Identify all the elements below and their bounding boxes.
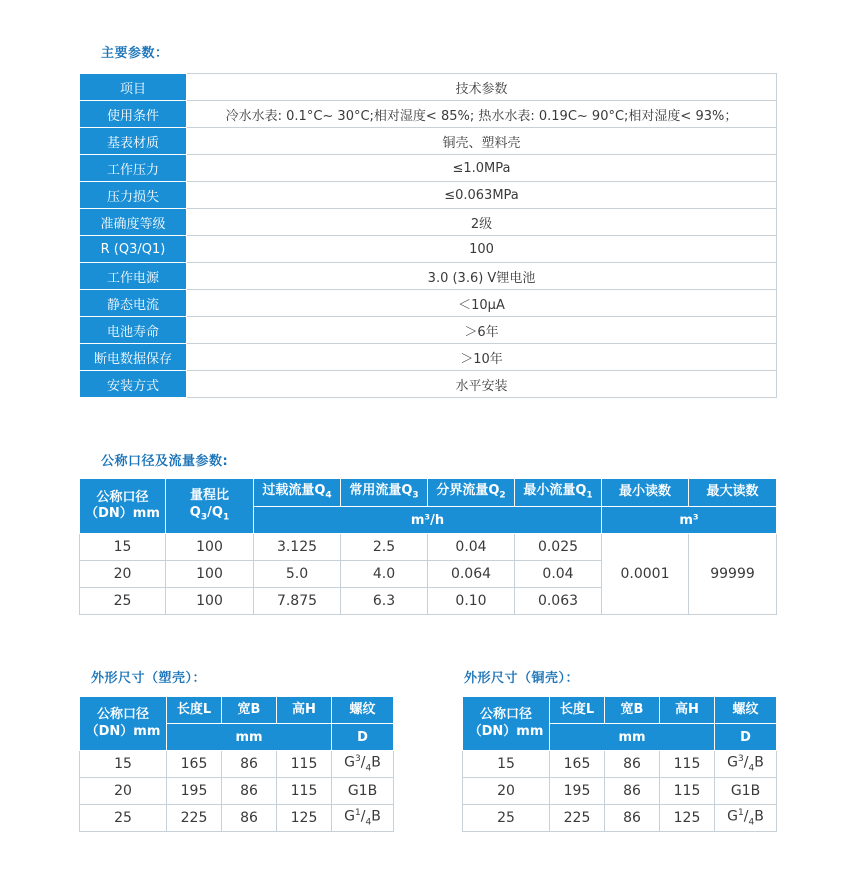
param-label: 基表材质 xyxy=(80,128,187,155)
param-label: R (Q3/Q1) xyxy=(80,236,187,263)
param-label: 压力损失 xyxy=(80,182,187,209)
width-cell: 86 xyxy=(605,778,660,805)
flow-params-table xyxy=(79,478,777,615)
dn-cell: 25 xyxy=(80,805,167,832)
header-boundary-flow: 分界流量$Q_2$ xyxy=(428,479,515,507)
width-cell: 86 xyxy=(222,805,277,832)
param-row xyxy=(80,371,777,398)
param-row xyxy=(80,182,777,209)
header-dn: 公称口径 （DN）mm xyxy=(80,479,166,534)
q1-cell: 0.025 xyxy=(515,534,602,561)
table-row xyxy=(463,805,777,832)
dn-cell: 15 xyxy=(80,534,166,561)
thread-cell: $G^3/_4B$ xyxy=(332,751,394,778)
param-label: 项目 xyxy=(80,74,187,101)
param-value: 技术参数 xyxy=(187,74,777,101)
dn-cell: 20 xyxy=(80,778,167,805)
header-thread: 螺纹 xyxy=(332,697,394,724)
param-row xyxy=(80,209,777,236)
table-row xyxy=(80,751,394,778)
param-row xyxy=(80,155,777,182)
min-reading-value: 0.0001 xyxy=(602,534,689,615)
height-cell: 115 xyxy=(660,778,715,805)
header-overload-flow: 过载流量$Q_4$ xyxy=(254,479,341,507)
length-cell: 165 xyxy=(550,751,605,778)
param-row xyxy=(80,74,777,101)
height-cell: 115 xyxy=(660,751,715,778)
height-cell: 115 xyxy=(277,778,332,805)
param-value: ＞10年 xyxy=(187,344,777,371)
param-row xyxy=(80,236,777,263)
length-cell: 195 xyxy=(550,778,605,805)
param-value: 冷水水表: 0.1°C~ 30°C;相对湿度< 85%; 热水水表: 0.19C~ 90°C;相对湿度< 93%； xyxy=(187,101,777,128)
table-row xyxy=(80,534,777,561)
height-cell: 125 xyxy=(277,805,332,832)
dn-cell: 25 xyxy=(80,588,166,615)
width-cell: 86 xyxy=(605,751,660,778)
param-label: 工作电源 xyxy=(80,263,187,290)
header-height: 高H xyxy=(660,697,715,724)
q4-cell: 7.875 xyxy=(254,588,341,615)
param-row xyxy=(80,290,777,317)
header-height: 高H xyxy=(277,697,332,724)
unit-flow: m³/h xyxy=(254,507,602,534)
dims-plastic-table xyxy=(79,696,394,832)
length-cell: 165 xyxy=(167,751,222,778)
table-row xyxy=(463,778,777,805)
q2-cell: 0.04 xyxy=(428,534,515,561)
main-params-table xyxy=(79,73,777,398)
param-row xyxy=(80,263,777,290)
dn-cell: 25 xyxy=(463,805,550,832)
param-value: ≤1.0MPa xyxy=(187,155,777,182)
header-width: 宽B xyxy=(222,697,277,724)
thread-cell: $G^1/_4B$ xyxy=(715,805,777,832)
param-label: 准确度等级 xyxy=(80,209,187,236)
param-value: 2级 xyxy=(187,209,777,236)
header-length: 长度L xyxy=(550,697,605,724)
header-range-ratio: 量程比 $Q_3/Q_1$ xyxy=(166,479,254,534)
param-value: ＞6年 xyxy=(187,317,777,344)
param-row xyxy=(80,344,777,371)
unit-d: D xyxy=(332,724,394,751)
table-row xyxy=(463,751,777,778)
unit-mm: mm xyxy=(550,724,715,751)
thread-cell: $G^1/_4B$ xyxy=(332,805,394,832)
table-row xyxy=(80,778,394,805)
thread-cell: G1B xyxy=(715,778,777,805)
dn-cell: 15 xyxy=(80,751,167,778)
param-label: 安装方式 xyxy=(80,371,187,398)
q1-cell: 0.063 xyxy=(515,588,602,615)
param-value: ＜10μA xyxy=(187,290,777,317)
ratio-cell: 100 xyxy=(166,534,254,561)
length-cell: 195 xyxy=(167,778,222,805)
param-label: 断电数据保存 xyxy=(80,344,187,371)
param-value: 铜壳、塑料壳 xyxy=(187,128,777,155)
height-cell: 125 xyxy=(660,805,715,832)
dims-copper-heading: 外形尺寸（铜壳）： xyxy=(464,671,580,686)
header-thread: 螺纹 xyxy=(715,697,777,724)
length-cell: 225 xyxy=(550,805,605,832)
dims-plastic-heading: 外形尺寸（塑壳）： xyxy=(91,671,207,686)
q1-cell: 0.04 xyxy=(515,561,602,588)
width-cell: 86 xyxy=(222,751,277,778)
param-label: 静态电流 xyxy=(80,290,187,317)
height-cell: 115 xyxy=(277,751,332,778)
header-dn: 公称口径 （DN）mm xyxy=(463,697,550,751)
q4-cell: 3.125 xyxy=(254,534,341,561)
ratio-cell: 100 xyxy=(166,588,254,615)
width-cell: 86 xyxy=(222,778,277,805)
q3-cell: 4.0 xyxy=(341,561,428,588)
unit-d: D xyxy=(715,724,777,751)
header-minimum-flow: 最小流量$Q_1$ xyxy=(515,479,602,507)
param-row xyxy=(80,101,777,128)
width-cell: 86 xyxy=(605,805,660,832)
length-cell: 225 xyxy=(167,805,222,832)
dn-cell: 15 xyxy=(463,751,550,778)
param-value: 3.0 (3.6) V锂电池 xyxy=(187,263,777,290)
q3-cell: 6.3 xyxy=(341,588,428,615)
param-label: 电池寿命 xyxy=(80,317,187,344)
dims-copper-table xyxy=(462,696,777,832)
param-label: 使用条件 xyxy=(80,101,187,128)
header-width: 宽B xyxy=(605,697,660,724)
dn-cell: 20 xyxy=(463,778,550,805)
ratio-cell: 100 xyxy=(166,561,254,588)
header-max-reading: 最大读数 xyxy=(689,479,777,507)
dn-cell: 20 xyxy=(80,561,166,588)
header-common-flow: 常用流量$Q_3$ xyxy=(341,479,428,507)
header-length: 长度L xyxy=(167,697,222,724)
param-label: 工作压力 xyxy=(80,155,187,182)
param-value: 100 xyxy=(187,236,777,263)
q4-cell: 5.0 xyxy=(254,561,341,588)
flow-params-heading: 公称口径及流量参数: xyxy=(101,454,229,469)
header-dn: 公称口径 （DN）mm xyxy=(80,697,167,751)
thread-cell: G1B xyxy=(332,778,394,805)
q2-cell: 0.064 xyxy=(428,561,515,588)
table-row xyxy=(80,805,394,832)
main-params-heading: 主要参数： xyxy=(101,46,169,61)
unit-reading: m³ xyxy=(602,507,777,534)
header-min-reading: 最小读数 xyxy=(602,479,689,507)
param-value: ≤0.063MPa xyxy=(187,182,777,209)
max-reading-value: 99999 xyxy=(689,534,777,615)
unit-mm: mm xyxy=(167,724,332,751)
q2-cell: 0.10 xyxy=(428,588,515,615)
param-value: 水平安装 xyxy=(187,371,777,398)
thread-cell: $G^3/_4B$ xyxy=(715,751,777,778)
param-row xyxy=(80,317,777,344)
param-row xyxy=(80,128,777,155)
q3-cell: 2.5 xyxy=(341,534,428,561)
